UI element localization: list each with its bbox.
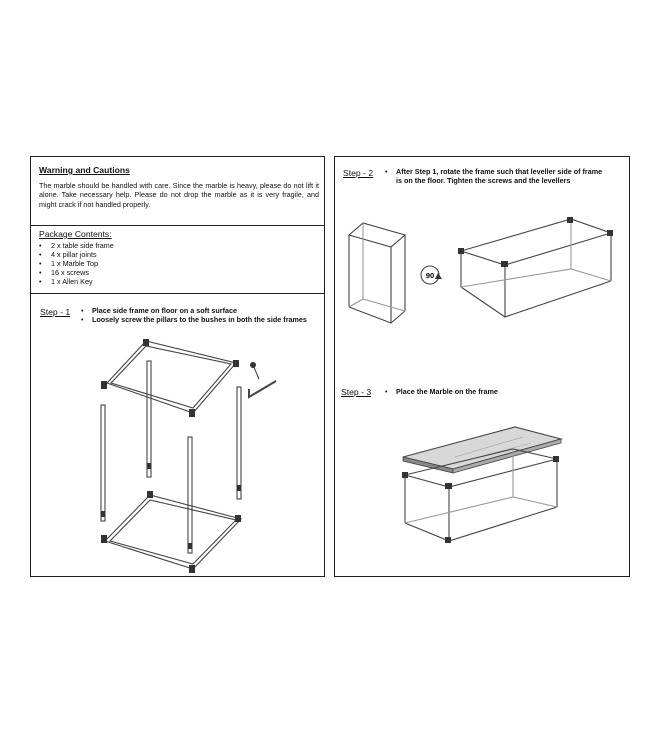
rotate-badge-label: 90 [425,271,435,280]
step-1-label: Step - 1 [40,307,71,317]
left-instruction-panel [30,156,325,577]
list-item: • 1 x Allen Key [39,278,114,287]
step-3-label: Step - 3 [341,387,372,397]
pillar-right [237,387,241,499]
pillar-back-left [147,361,151,477]
package-title: Package Contents: [39,229,112,239]
pillar-front-left [101,405,105,521]
pillar-front-right [188,437,192,553]
step-3-line-1: Place the Marble on the frame [396,387,498,396]
step-2-line-1: After Step 1, rotate the frame such that leveller side of frame is on the floor. Tighten the screws and the levellers [396,167,603,185]
step-3-text: • Place the Marble on the frame [385,387,615,396]
warning-title: Warning and Cautions [39,165,130,175]
right-instruction-panel [334,156,630,577]
step-2-text: • After Step 1, rotate the frame such that leveller side of frame is on the floor. Tighten the screws and the levellers [385,167,607,185]
list-item: • 2 x table side frame [39,242,114,251]
step-1-exploded-diagram [31,157,326,578]
step-3-diagram [335,157,631,578]
list-item: • 16 x screws [39,269,114,278]
allen-key-icon [249,381,276,397]
warning-body: The marble should be handled with care. Since the marble is heavy, please do not lift it alone. Take necessary help. Please do not drop the marble as it is very fragile, and might crack if not handled properly. [39,181,319,209]
list-item: • 1 x Marble Top [39,260,114,269]
step-1-line-1: Place side frame on floor on a soft surface [92,306,237,315]
joint [101,381,107,389]
step-2-label: Step - 2 [343,168,374,178]
list-item: • 4 x pillar joints [39,251,114,260]
step-1-text: • Place side frame on floor on a soft surface • Loosely screw the pillars to the bushes in both the side frames [81,306,316,324]
step-1-line-2: Loosely screw the pillars to the bushes in both the side frames [92,315,307,324]
